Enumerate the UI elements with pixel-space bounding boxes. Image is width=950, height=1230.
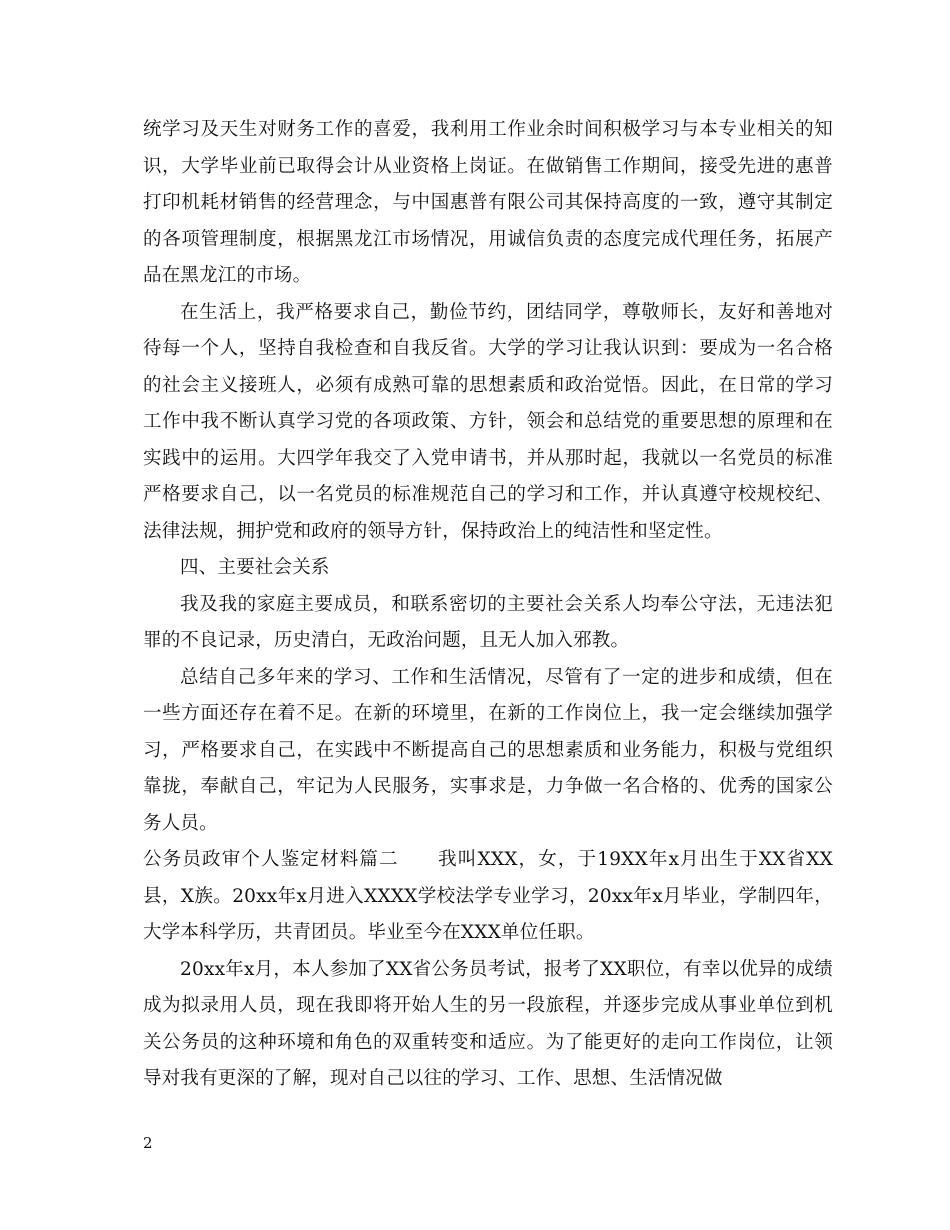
document-body: [143, 112, 833, 1098]
paragraph-part-two-intro: 公务员政审个人鉴定材料篇二 我叫XXX，女，于19XX年x月出生于XX省XX县，X族。20xx年x月进入XXXX学校法学专业学习，20xx年x月毕业，学制四年，大学本科学历，共青团员。毕业至今在XXX单位任职。: [143, 849, 833, 943]
paragraph-life: 在生活上，我严格要求自己，勤俭节约，团结同学，尊敬师长，友好和善地对待每一个人，坚持自我检查和自我反省。大学的学习让我认识到：要成为一名合格的社会主义接班人，必须有成熟可靠的思想素质和政治觉悟。因此，在日常的学习工作中我不断认真学习党的各项政策、方针，领会和总结党的重要思想的原理和在实践中的运用。大四学年我交了入党申请书，并从那时起，我就以一名党员的标准严格要求自己，以一名党员的标准规范自己的学习和工作，并认真遵守校规校纪、法律法规，拥护党和政府的领导方针，保持政治上的纯洁性和坚定性。: [143, 301, 833, 542]
page-number: 2: [143, 1134, 153, 1152]
section-heading-social-relations: 四、主要社会关系: [180, 557, 330, 578]
paragraph-exam: 20xx年x月，本人参加了XX省公务员考试，报考了XX职位，有幸以优异的成绩成为拟录用人员，现在我即将开始人生的另一段旅程，并逐步完成从事业单位到机关公务员的这种环境和角色的双重转变和适应。为了能更好的走向工作岗位，让领导对我有更深的了解，现对自己以往的学习、工作、思想、生活情况做: [143, 958, 833, 1089]
paragraph-summary: 总结自己多年来的学习、工作和生活情况，尽管有了一定的进步和成绩，但在一些方面还存在着不足。在新的环境里，在新的工作岗位上，我一定会继续加强学习，严格要求自己，在实践中不断提高自己的思想素质和业务能力，积极与党组织靠拢，奉献自己，牢记为人民服务，实事求是，力争做一名合格的、优秀的国家公务人员。: [143, 666, 833, 834]
paragraph-family: 我及我的家庭主要成员，和联系密切的主要社会关系人均奉公守法，无违法犯罪的不良记录，历史清白，无政治问题，且无人加入邪教。: [143, 593, 833, 651]
paragraph-continuation-finance: 统学习及天生对财务工作的喜爱，我利用工作业余时间积极学习与本专业相关的知识，大学毕业前已取得会计从业资格上岗证。在做销售工作期间，接受先进的惠普打印机耗材销售的经营理念，与中国惠普有限公司其保持高度的一致，遵守其制定的各项管理制度，根据黑龙江市场情况，用诚信负责的态度完成代理任务，拓展产品在黑龙江的市场。: [143, 119, 833, 286]
